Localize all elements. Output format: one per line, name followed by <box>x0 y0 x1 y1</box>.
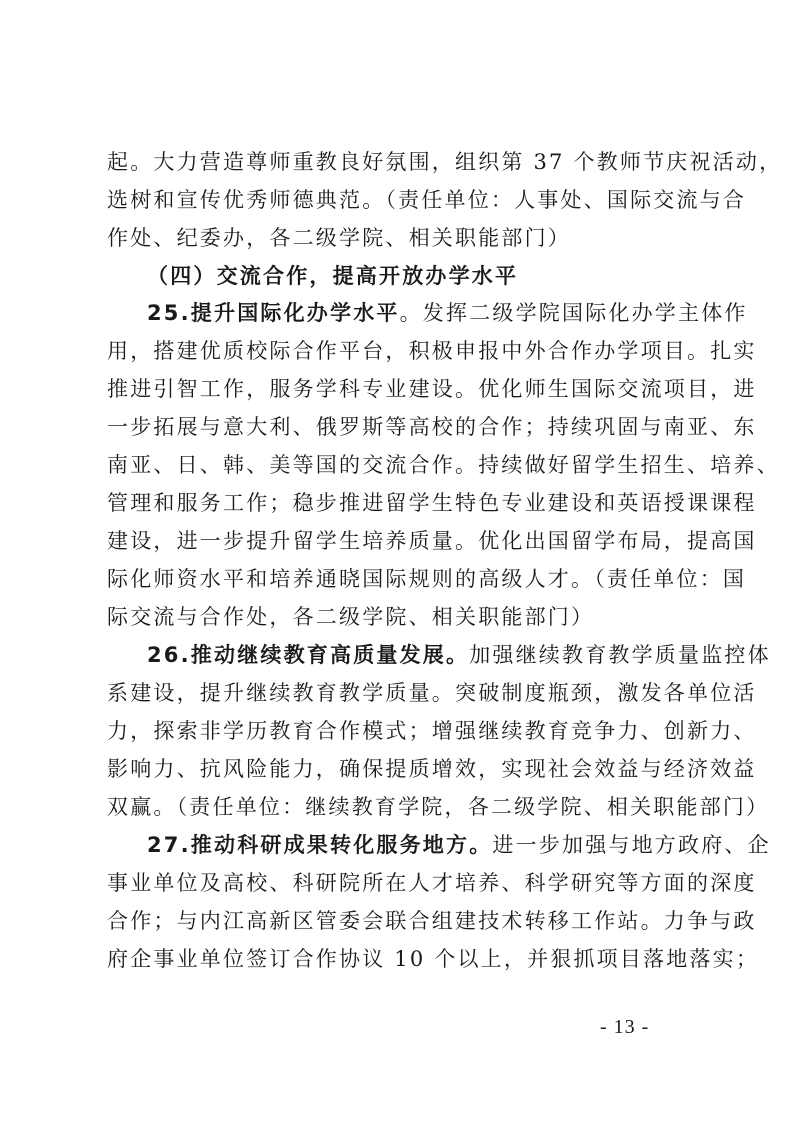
text-line: 起。大力营造尊师重教良好氛围，组织第 37 个教师节庆祝活动， <box>107 150 783 174</box>
item-27-first-line <box>147 830 771 860</box>
item-25-first-rest: 。发挥二级学院国际化办学主体作 <box>399 301 748 325</box>
text-line: 南亚、日、韩、美等国的交流合作。持续做好留学生招生、培养、 <box>107 453 780 477</box>
text-line: 作处、纪委办，各二级学院、相关职能部门） <box>107 226 571 250</box>
item-26-first-line <box>147 640 771 670</box>
item-26-first-rest: 加强继续教育教学质量监控体 <box>469 643 771 667</box>
text-line: 系建设，提升继续教育教学质量。突破制度瓶颈，激发各单位活 <box>107 681 757 705</box>
text-line: 一步拓展与意大利、俄罗斯等高校的合作；持续巩固与南亚、东 <box>107 415 757 439</box>
item-25-first-line <box>147 298 748 328</box>
item-27-first-rest: 进一步加强与地方政府、企 <box>492 833 771 857</box>
page-number: - 13 - <box>600 1016 650 1038</box>
text-line: 际化师资水平和培养通晓国际规则的高级人才。（责任单位：国 <box>107 567 747 591</box>
item-25-lead: 25.提升国际化办学水平 <box>147 301 400 325</box>
section-heading: （四）交流合作，提高开放办学水平 <box>147 264 519 288</box>
item-26-lead: 26.推动继续教育高质量发展。 <box>147 643 470 667</box>
text-line: 选树和宣传优秀师德典范。（责任单位：人事处、国际交流与合 <box>107 188 747 212</box>
text-line: 事业单位及高校、科研院所在人才培养、科学研究等方面的深度 <box>107 871 757 895</box>
text-line: 合作；与内江高新区管委会联合组建技术转移工作站。力争与政 <box>107 909 757 933</box>
text-line: 管理和服务工作；稳步推进留学生特色专业建设和英语授课课程 <box>107 491 757 515</box>
text-line: 推进引智工作，服务学科专业建设。优化师生国际交流项目，进 <box>107 377 757 401</box>
text-line: 影响力、抗风险能力，确保提质增效，实现社会效益与经济效益 <box>107 757 757 781</box>
text-line: 力，探索非学历教育合作模式；增强继续教育竞争力、创新力、 <box>107 719 757 743</box>
text-line: 府企事业单位签订合作协议 10 个以上，并狠抓项目落地落实； <box>107 947 760 971</box>
text-line: 用，搭建优质校际合作平台，积极申报中外合作办学项目。扎实 <box>107 339 757 363</box>
text-line: 建设，进一步提升留学生培养质量。优化出国留学布局，提高国 <box>107 529 757 553</box>
text-line: 际交流与合作处，各二级学院、相关职能部门） <box>107 605 595 629</box>
text-line: 双赢。（责任单位：继续教育学院，各二级学院、相关职能部门） <box>107 795 770 819</box>
item-27-lead: 27.推动科研成果转化服务地方。 <box>147 833 493 857</box>
